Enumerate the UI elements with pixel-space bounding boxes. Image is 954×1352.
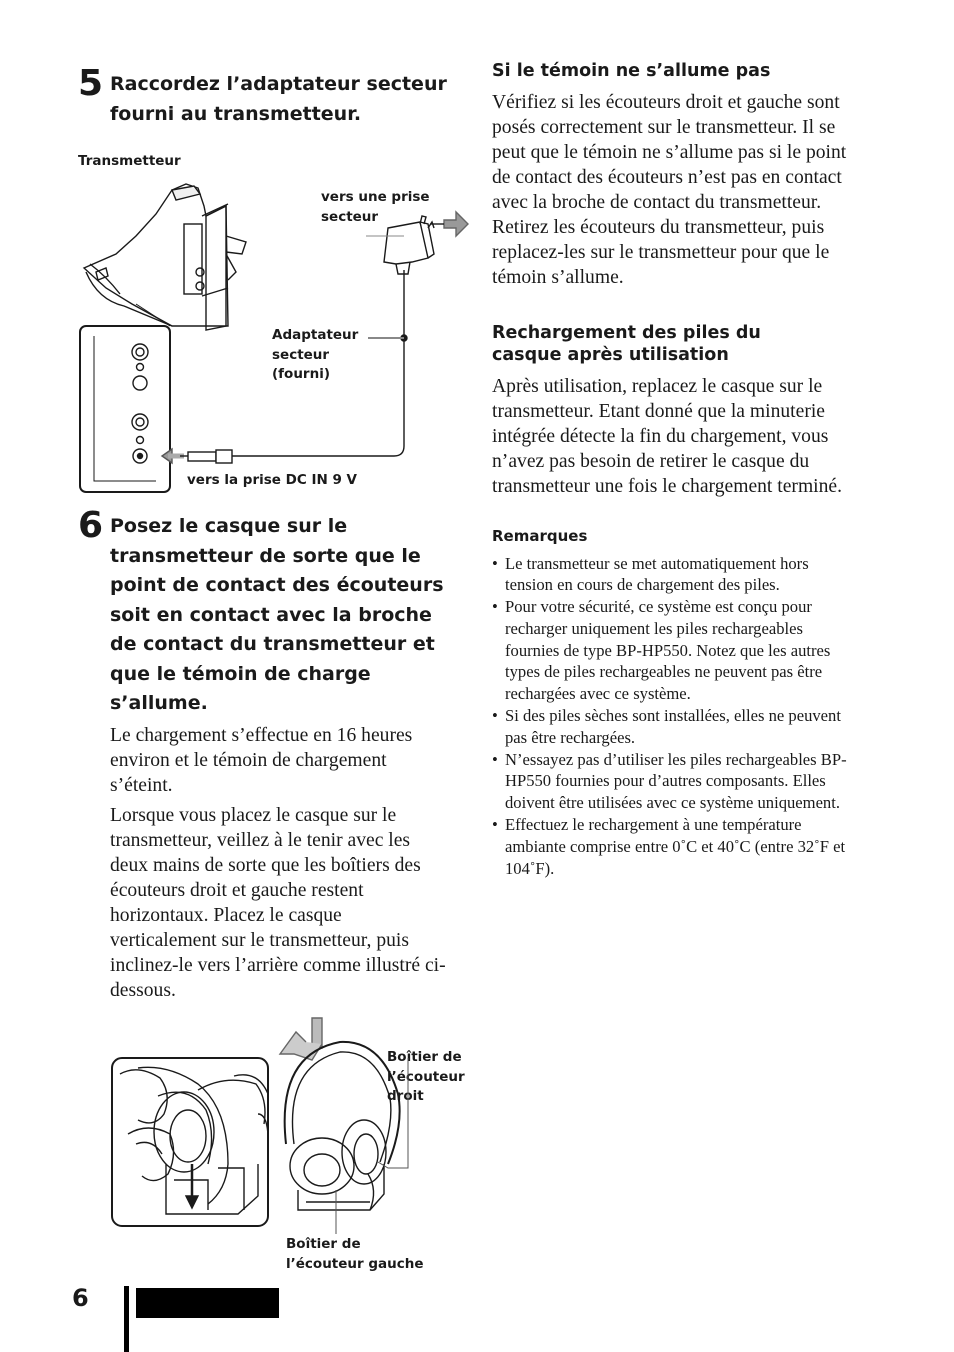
label-left-earcup-line1: Boîtier de bbox=[286, 1236, 361, 1252]
notes-list bbox=[492, 553, 856, 880]
dc-in-panel-closeup bbox=[80, 304, 170, 492]
note-item: • Le transmetteur se met automatiquement hors tension en cours de chargement des piles. bbox=[492, 553, 856, 597]
transmitter-drawing bbox=[84, 184, 246, 330]
label-dcin: vers la prise DC IN 9 V bbox=[187, 472, 358, 488]
label-adapter-line1: Adaptateur bbox=[272, 327, 359, 343]
step-5-number: 5 bbox=[78, 63, 104, 104]
label-right-earcup-line1: Boîtier de bbox=[387, 1049, 462, 1065]
headphones-on-transmitter-illustration bbox=[108, 1014, 418, 1234]
headphones-drawing bbox=[285, 1042, 400, 1210]
label-right-earcup-line3: droit bbox=[387, 1088, 424, 1104]
footer-language-tab bbox=[136, 1288, 279, 1318]
heading-recharging-line1: Rechargement des piles du bbox=[492, 323, 761, 343]
ac-adapter bbox=[384, 216, 434, 274]
transmitter-connection-illustration bbox=[76, 176, 472, 496]
footer-vertical-rule bbox=[124, 1286, 129, 1352]
adapter-cable bbox=[232, 270, 404, 456]
label-outlet-line1: vers une prise bbox=[321, 189, 430, 205]
label-left-earcup-line2: l’écouteur gauche bbox=[286, 1255, 424, 1272]
note-item: • Effectuez le rechargement à une température ambiante comprise entre 0˚C et 40˚C (entre 32˚F et 104˚F). bbox=[492, 814, 856, 879]
label-adapter-line2: secteur bbox=[272, 346, 330, 363]
paragraph-indicator-not-lit: Vérifiez si les écouteurs droit et gauche sont posés correctement sur le transmetteur. Il se peut que le témoin ne s’allume pas si le point de contact des écouteurs n’est pas en contact avec la broche de contact du transmetteur. Retirez les écouteurs du transmetteur, puis replacez-les sur le transmetteur pour que le témoin s’allume. bbox=[492, 92, 847, 288]
heading-indicator-not-lit: Si le témoin ne s’allume pas bbox=[492, 61, 771, 81]
heading-recharging-line2: casque après utilisation bbox=[492, 345, 729, 365]
label-adapter-line3: (fourni) bbox=[272, 366, 330, 382]
hands-placing-headphones-inset bbox=[112, 1058, 268, 1226]
right-column bbox=[492, 60, 856, 879]
step-6-paragraph-2: Lorsque vous placez le casque sur le transmetteur, veillez à le tenir avec les deux mains de sorte que les boîtiers des écouteurs droit et gauche restent horizontaux. Placez le casque verticalement sur le transmetteur, puis inclinez-le vers l’arrière comme illustré ci-dessous. bbox=[110, 804, 446, 1001]
step-6-content bbox=[110, 512, 450, 1003]
note-item: • N’essayez pas d’utiliser les piles rechargeables BP-HP550 fournies pour d’autres composants. Elles doivent être utilisées avec ce système uniquement. bbox=[492, 749, 856, 814]
note-item: • Si des piles sèches sont installées, elles ne peuvent pas être rechargées. bbox=[492, 705, 856, 749]
heading-recharging bbox=[492, 322, 856, 366]
label-outlet-line2: secteur bbox=[321, 208, 379, 225]
step-5-title-wrap bbox=[110, 70, 450, 129]
label-left-earcup bbox=[286, 1235, 424, 1274]
step-5-title: Raccordez l’adaptateur secteur fourni au transmetteur. bbox=[110, 73, 447, 125]
dc-plug bbox=[180, 450, 232, 463]
page-number: 6 bbox=[72, 1284, 89, 1312]
label-transmitter: Transmetteur bbox=[78, 153, 181, 169]
step-6-paragraph-1: Le chargement s’effectue en 16 heures environ et le témoin de chargement s’éteint. bbox=[110, 724, 413, 796]
notes-heading: Remarques bbox=[492, 527, 588, 545]
step-6-title: Posez le casque sur le transmetteur de sorte que le point de contact des écouteurs soit en contact avec la broche de contact du transmetteur et que le témoin de charge s’allume. bbox=[110, 515, 444, 714]
outlet-arrow bbox=[444, 212, 468, 236]
paragraph-recharging: Après utilisation, replacez le casque sur le transmetteur. Etant donné que la minuterie intégrée détecte la fin du chargement, vous n’avez pas besoin de retirer le casque du transmetteur une fois le chargement terminé. bbox=[492, 376, 843, 497]
label-right-earcup-line2: l’écouteur bbox=[387, 1068, 465, 1085]
note-item: • Pour votre sécurité, ce système est conçu pour recharger uniquement les piles rechargeables fournies de type BP-HP550. Notez que les autres types de piles rechargeables ne peuvent pas être rechargées avec ce système. bbox=[492, 596, 856, 705]
step-6-number: 6 bbox=[78, 505, 104, 546]
